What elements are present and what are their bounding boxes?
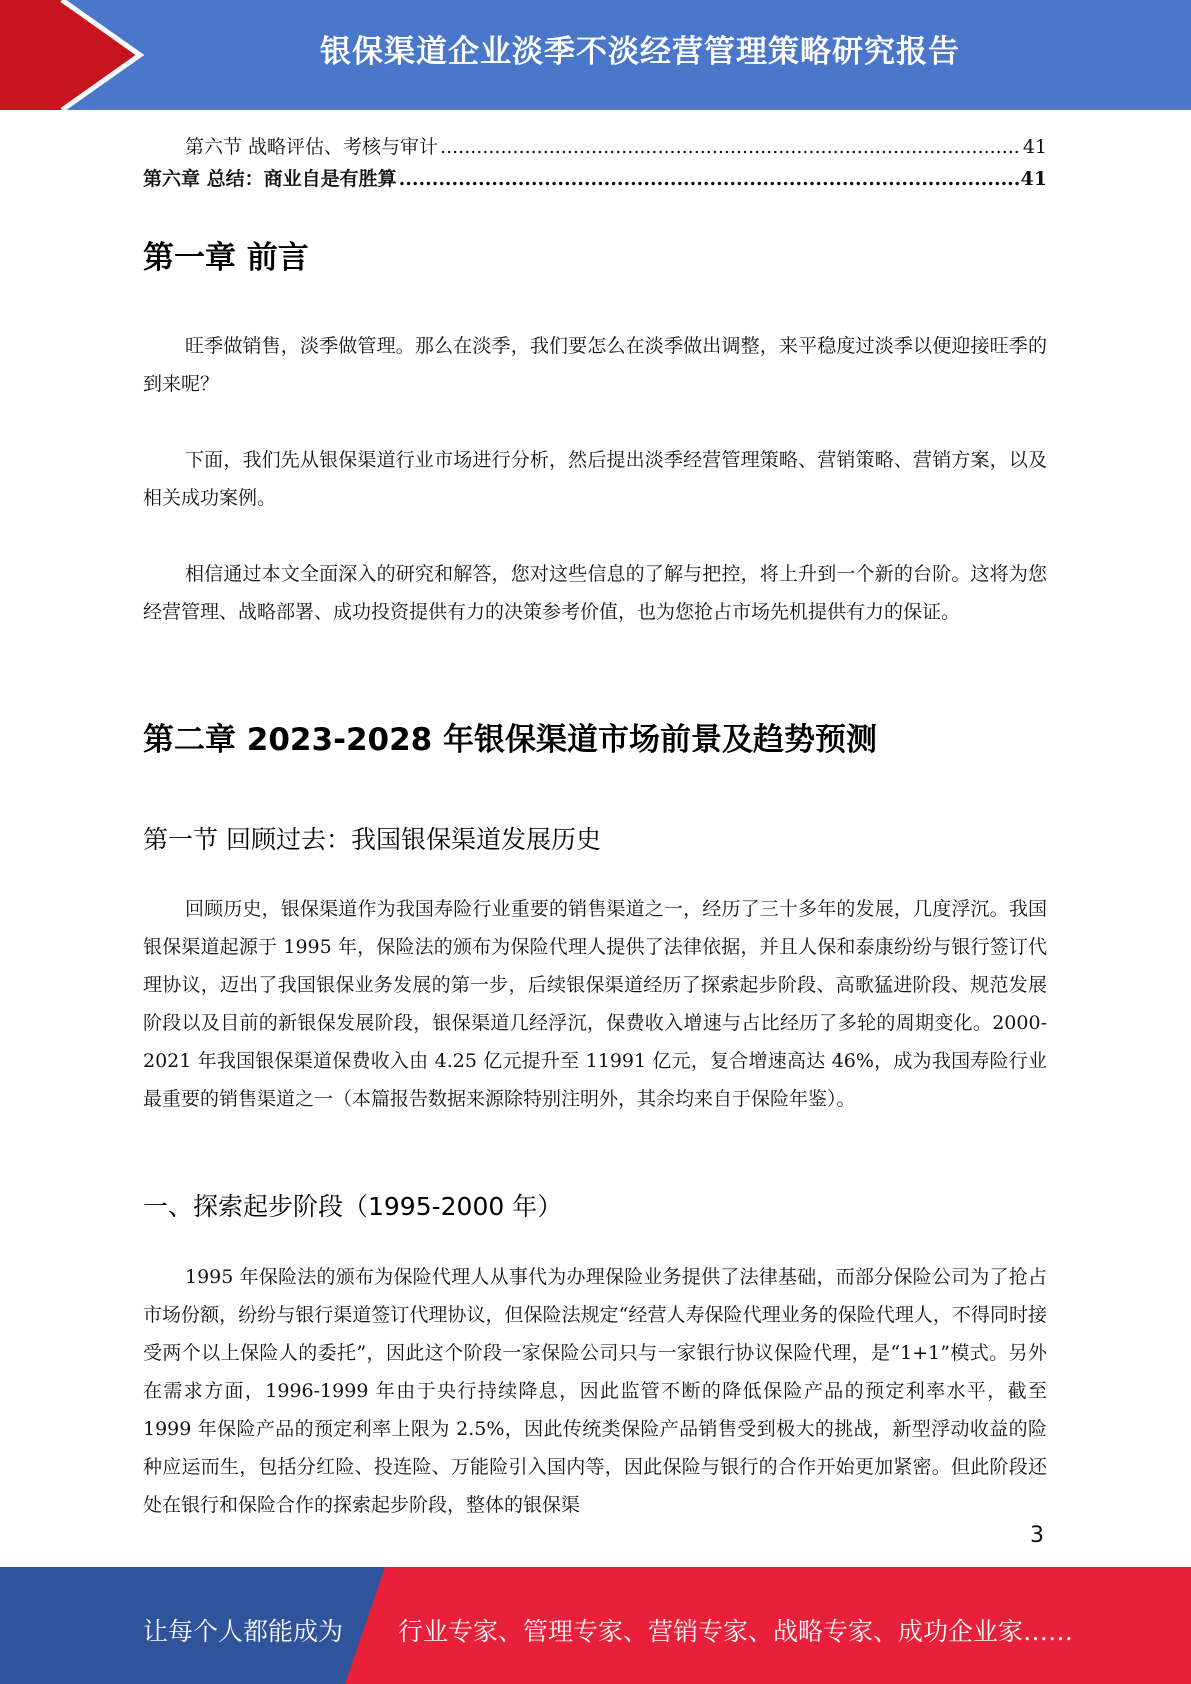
footer-slogan-left: 让每个人都能成为	[143, 1617, 344, 1646]
paragraph: 回顾历史，银保渠道作为我国寿险行业重要的销售渠道之一，经历了三十多年的发展，几度浮沉。我国银保渠道起源于 1995 年，保险法的颁布为保险代理人提供了法律依据，并且人保和泰康纷纷与银行签订代理协议，迈出了我国银保业务发展的第一步，后续银保渠道经历了探索起步阶段、高歌猛进阶段、规范发展阶段以及目前的新银保发展阶段，银保渠道几经浮沉，保费收入增速与占比经历了多轮的周期变化。2000-2021 年我国银保渠道保费收入由 4.25 亿元提升至 11991 亿元，复合增速高达 46%，成为我国寿险行业最重要的销售渠道之一（本篇报告数据来源除特别注明外，其余均来自于保险年鉴）。	[143, 898, 1047, 1110]
toc-entry-page: 41	[1020, 168, 1047, 190]
footer-slogan-right: 行业专家、管理专家、营销专家、战略专家、成功企业家……	[398, 1617, 1074, 1646]
header-title: 银保渠道企业淡季不淡经营管理策略研究报告	[320, 34, 960, 70]
toc-entry[interactable]	[143, 132, 1047, 159]
subsection-heading: 一、探索起步阶段（1995-2000 年）	[143, 1192, 563, 1221]
header-banner	[0, 0, 1191, 110]
paragraph: 下面，我们先从银保渠道行业市场进行分析，然后提出淡季经营管理策略、营销策略、营销方案，以及相关成功案例。	[143, 449, 1047, 509]
toc-leader-dots	[399, 168, 1019, 190]
paragraph: 旺季做销售，淡季做管理。那么在淡季，我们要怎么在淡季做出调整，来平稳度过淡季以便迎接旺季的到来呢？	[143, 335, 1047, 395]
toc-entry[interactable]	[143, 164, 1047, 191]
toc-entry-label: 第六章 总结：商业自是有胜算	[143, 168, 397, 190]
header-arrow-icon	[0, 0, 160, 110]
chapter-heading: 第一章 前言	[143, 240, 309, 276]
toc-entry-page: 41	[1022, 136, 1047, 158]
page-number: 3	[1030, 1523, 1044, 1548]
section-heading: 第一节 回顾过去：我国银保渠道发展历史	[143, 825, 601, 854]
toc-leader-dots	[440, 136, 1021, 158]
chapter-heading: 第二章 2023-2028 年银保渠道市场前景及趋势预测	[143, 722, 878, 758]
toc-entry-label: 第六节 战略评估、考核与审计	[185, 136, 439, 158]
paragraph: 相信通过本文全面深入的研究和解答，您对这些信息的了解与把控，将上升到一个新的台阶。这将为您经营管理、战略部署、成功投资提供有力的决策参考价值，也为您抢占市场先机提供有力的保证。	[143, 563, 1047, 623]
paragraph: 1995 年保险法的颁布为保险代理人从事代为办理保险业务提供了法律基础，而部分保险公司为了抢占市场份额，纷纷与银行渠道签订代理协议，但保险法规定“经营人寿保险代理业务的保险代理人，不得同时接受两个以上保险人的委托”，因此这个阶段一家保险公司只与一家银行协议保险代理，是“1+1”模式。另外在需求方面，1996-1999 年由于央行持续降息，因此监管不断的降低保险产品的预定利率水平，截至 1999 年保险产品的预定利率上限为 2.5%，因此传统类保险产品销售受到极大的挑战，新型浮动收益的险种应运而生，包括分红险、投连险、万能险引入国内等，因此保险与银行的合作开始更加紧密。但此阶段还处在银行和保险合作的探索起步阶段，整体的银保渠	[143, 1266, 1047, 1516]
